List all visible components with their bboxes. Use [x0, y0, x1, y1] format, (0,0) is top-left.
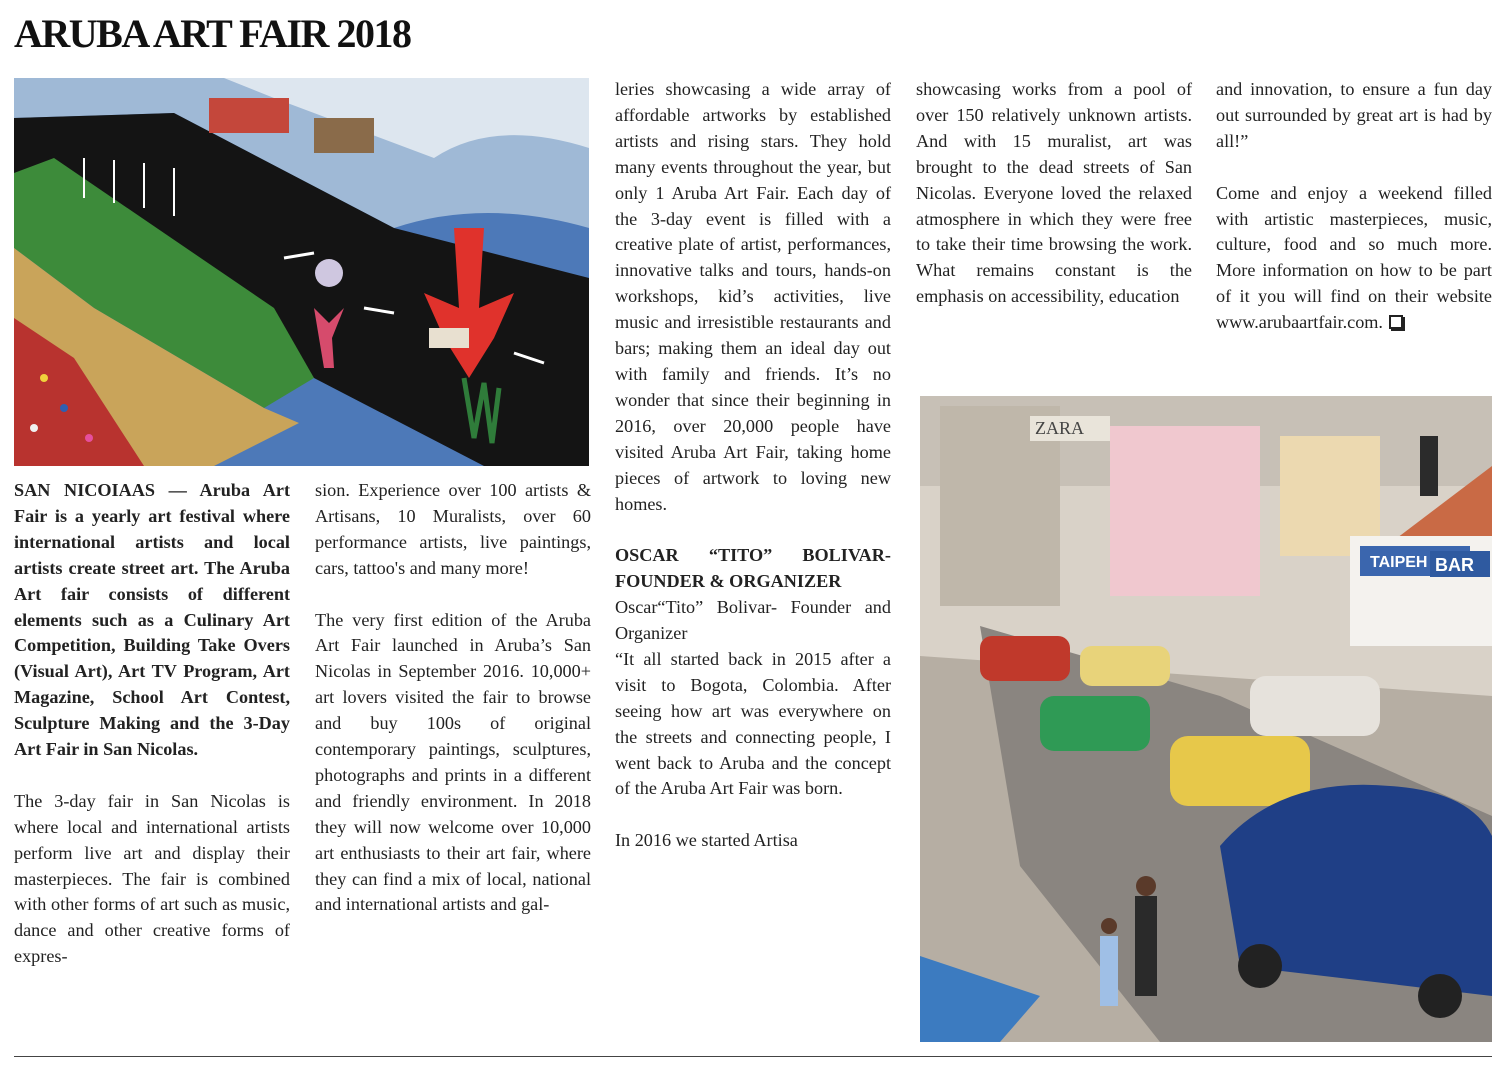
- mural-painting-illustration: [14, 78, 589, 466]
- mural-photo: [14, 78, 589, 466]
- article-paragraph: Oscar“Tito” Bolivar- Founder and Organizer: [615, 597, 891, 644]
- article-headline: ARUBA ART FAIR 2018: [14, 11, 411, 56]
- article-column-2: [315, 478, 591, 918]
- street-painting-illustration: [920, 396, 1492, 1042]
- article-column-1: [14, 478, 290, 970]
- end-of-article-icon: [1389, 315, 1403, 329]
- taipeh-sign: TAIPEH: [1370, 554, 1428, 571]
- article-closing-paragraph: [1216, 181, 1492, 336]
- article-subheading: OSCAR “TITO” BOLIVAR-FOUNDER & ORGANIZER: [615, 545, 891, 592]
- article-paragraph: sion. Experience over 100 artists & Artisans, 10 Muralists, over 60 performance artists, live paintings, cars, tattoo's and many more!: [315, 480, 591, 578]
- article-paragraph: and innovation, to ensure a fun day out surrounded by great art is had by all!”: [1216, 79, 1492, 151]
- article-paragraph: leries showcasing a wide array of affordable artworks by established artists and rising stars. They hold many events throughout the year, but only 1 Aruba Art Fair. Each day of the 3-day event is filled with a creative plate of artist, performances, innovative talks and tours, hands-on workshops, kid’s activities, live music and irresistible restaurants and bars; making them an ideal day out with family and friends. It’s no wonder that since their beginning in 2016, over 20,000 people have visited Aruba Art Fair, taking home pieces of artwork to loving new homes.: [615, 79, 891, 514]
- article-column-3: [615, 77, 891, 854]
- article-column-5: [1216, 77, 1492, 336]
- zara-sign: ZARA: [1035, 418, 1084, 438]
- article-column-4: [916, 77, 1192, 310]
- article-paragraph: The 3-day fair in San Nicolas is where local and international artists perform live art and display their masterpieces. The fair is combined with other forms of art such as music, dance and other creative forms of expres-: [14, 790, 290, 967]
- article-paragraph: In 2016 we started Artisa: [615, 830, 798, 851]
- street-scene-photo: [920, 396, 1492, 1042]
- article-lead-paragraph: SAN NICOIAAS — Aruba Art Fair is a yearly art festival where international artists and local artists create street art. The Aruba Art fair consists of different elements such as a Culinary Art Competition, Building Take Overs (Visual Art), Art TV Program, Art Magazine, School Art Contest, Sculpture Making and the 3-Day Art Fair in San Nicolas.: [14, 480, 290, 760]
- article-paragraph: showcasing works from a pool of over 150 relatively unknown artists. And with 15 muralist, art was brought to the dead streets of San Nicolas. Everyone loved the relaxed atmosphere in which they were free to take their time browsing the work. What remains constant is the emphasis on accessibility, education: [916, 79, 1192, 307]
- article-paragraph: The very first edition of the Aruba Art Fair launched in Aruba’s San Nicolas in September 2016. 10,000+ art lovers visited the fair to browse and buy 100s of original contemporary paintings, sculptures, photographs and prints in a different and friendly environment. In 2018 they will now welcome over 10,000 art enthusiasts to their art fair, where they can find a mix of local, national and international artists and gal-: [315, 609, 591, 915]
- bar-sign: BAR: [1435, 555, 1474, 575]
- bottom-rule: [14, 1056, 1492, 1057]
- quote-paragraph: “It all started back in 2015 after a visit to Bogota, Colombia. After seeing how art was everywhere on the streets and connecting people, I went back to Aruba and the concept of the Aruba Art Fair was born.: [615, 648, 891, 799]
- closing-text: Come and enjoy a weekend filled with artistic masterpieces, music, culture, food and so much more. More information on how to be part of it you will find on their website www.arubaartfair.com.: [1216, 182, 1492, 333]
